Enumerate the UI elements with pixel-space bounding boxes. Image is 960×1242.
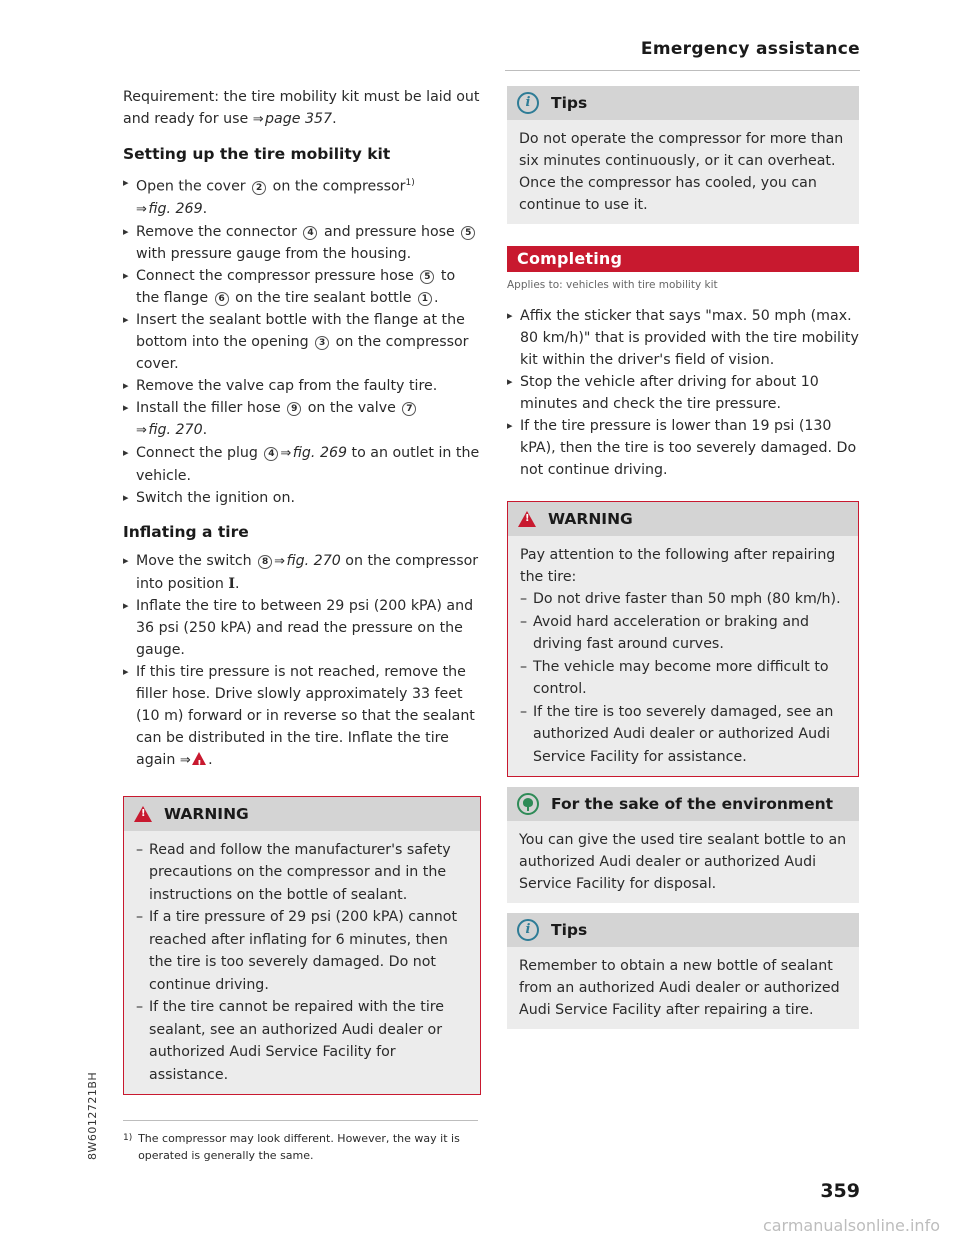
list-item: ▸ Connect the compressor pressure hose 5 to the flange 6 on the tire sealant bottle 1 . [123, 265, 481, 309]
warning-box-left [123, 796, 481, 1096]
footnote-rule [123, 1120, 478, 1121]
right-column [507, 86, 859, 1029]
list-item: ▸ If the tire pressure is lower than 19 psi (130 kPA), then the tire is too severely damaged. Do not continue driving. [507, 415, 859, 481]
arrow-ref-icon: ⇒ [179, 752, 191, 768]
list-item: ▸ Move the switch 8 ⇒ fig. 270 on the compressor into position I. [123, 550, 481, 595]
inflate-heading: Inflating a tire [123, 522, 249, 541]
list-item: – Read and follow the manufacturer's safety precautions on the compressor and in the instructions on the bottle of sealant. [136, 839, 468, 907]
completing-steps-list [507, 305, 859, 481]
tips-box-1 [507, 86, 859, 224]
arrow-ref-icon: ⇒ [136, 422, 147, 438]
warning-ref-icon[interactable] [192, 752, 206, 765]
info-icon: i [517, 919, 539, 941]
figure-ref-link[interactable]: fig. 269 [148, 200, 203, 217]
header-rule [505, 70, 860, 71]
info-icon: i [517, 92, 539, 114]
setup-heading: Setting up the tire mobility kit [123, 145, 391, 163]
arrow-ref-icon: ⇒ [280, 445, 292, 461]
list-item: ▸ Open the cover 2 on the compressor$^{1)}$ ⇒ fig. 269. [123, 172, 481, 221]
environment-body: You can give the used tire sealant bottle to an authorized Audi dealer or authorized Audi Service Facility for disposal. [507, 821, 859, 903]
list-item: – If the tire is too severely damaged, see an authorized Audi dealer or authorized Audi Service Facility for assistance. [520, 701, 846, 769]
list-item: – The vehicle may become more difficult to control. [520, 656, 846, 701]
arrow-ref-icon: ⇒ [252, 112, 264, 127]
callout-number: 5 [420, 270, 434, 284]
intro-paragraph: Requirement: the tire mobility kit must be laid out and ready for use ⇒ page 357. [123, 89, 480, 127]
warning-body: Pay attention to the following after repairing the tire: – Do not drive faster than 50 mph (80 km/h). – Avoid hard acceleration or braking and driving fast around curves. – The vehicle may become more difficult to control. – If the tire is too severely damaged, see an authorized Audi dealer or authorized Audi Service Facility for assistance. [508, 536, 858, 776]
list-item: – If the tire cannot be repaired with the tire sealant, see an authorized Audi dealer or authorized Audi Service Facility for assistance. [136, 996, 468, 1086]
list-item: ▸ Remove the valve cap from the faulty tire. [123, 375, 481, 397]
tips-body: Remember to obtain a new bottle of sealant from an authorized Audi dealer or authorized Audi Service Facility after repairing a tire. [507, 947, 859, 1029]
callout-number: 4 [303, 226, 317, 240]
footnote [123, 1130, 481, 1164]
document-code: 8W6012721BH [86, 1071, 99, 1160]
list-item: – Avoid hard acceleration or braking and driving fast around curves. [520, 611, 846, 656]
list-item: ▸ Stop the vehicle after driving for about 10 minutes and check the tire pressure. [507, 371, 859, 415]
warning-header: ! WARNING [508, 502, 858, 536]
tips-body: Do not operate the compressor for more than six minutes continuously, or it can overheat. Once the compressor has cooled, you can continue to use it. [507, 120, 859, 224]
list-item: – Do not drive faster than 50 mph (80 km/h). [520, 588, 846, 611]
section-title-completing: Completing [507, 246, 859, 272]
warning-box-right [507, 501, 859, 777]
list-item: ▸ Insert the sealant bottle with the flange at the bottom into the opening 3 on the compressor cover. [123, 309, 481, 375]
footnote-text: The compressor may look different. However, the way it is operated is generally the same. [138, 1132, 460, 1162]
page-ref-link[interactable]: page 357 [265, 111, 333, 127]
tips-box-2 [507, 913, 859, 1029]
callout-number: 8 [258, 555, 272, 569]
inflate-steps-list [123, 550, 481, 772]
callout-number: 5 [461, 226, 475, 240]
tips-header: i Tips [507, 86, 859, 120]
figure-ref-link[interactable]: fig. 270 [286, 552, 341, 569]
warning-triangle-icon [134, 806, 152, 822]
callout-number: 6 [215, 292, 229, 306]
arrow-ref-icon: ⇒ [274, 553, 286, 569]
figure-ref-link[interactable]: fig. 269 [292, 444, 348, 461]
list-item: ▸ Connect the plug 4 ⇒ fig. 269 to an outlet in the vehicle. [123, 442, 481, 487]
callout-number: 7 [402, 402, 416, 416]
warning-body [124, 831, 480, 1095]
list-item: ▸ Install the filler hose 9 on the valve 7 ⇒ fig. 270. [123, 397, 481, 442]
callout-number: 2 [252, 181, 266, 195]
footnote-marker: 1) [405, 178, 415, 188]
left-column [123, 86, 481, 1095]
setup-steps-list [123, 172, 481, 509]
warning-triangle-icon [518, 511, 536, 527]
applies-to-note: Applies to: vehicles with tire mobility kit [507, 279, 718, 291]
arrow-ref-icon: ⇒ [136, 201, 147, 217]
watermark: carmanualsonline.info [762, 1216, 940, 1235]
footnote-marker: 1) [123, 1133, 133, 1143]
page-number: 359 [820, 1180, 860, 1202]
callout-number: 4 [264, 447, 278, 461]
tree-icon [517, 793, 539, 815]
list-item: ▸ Affix the sticker that says "max. 50 mph (max. 80 km/h)" that is provided with the tire mobility kit within the driver's field of vision. [507, 305, 859, 371]
callout-number: 9 [287, 402, 301, 416]
list-item: ▸ If this tire pressure is not reached, remove the filler hose. Drive slowly approximately 33 feet (10 m) forward or in reverse so that the sealant can be distributed in the tire. Inflate the tire again ⇒ ! . [123, 661, 481, 772]
list-item: ▸ Remove the connector 4 and pressure hose 5 with pressure gauge from the housing. [123, 221, 481, 265]
callout-number: 1 [418, 292, 432, 306]
list-item: ▸ Inflate the tire to between 29 psi (200 kPA) and 36 psi (250 kPA) and read the pressure on the gauge. [123, 595, 481, 661]
environment-box [507, 787, 859, 903]
tips-header: i Tips [507, 913, 859, 947]
callout-number: 3 [315, 336, 329, 350]
environment-header: For the sake of the environment [507, 787, 859, 821]
list-item: – If a tire pressure of 29 psi (200 kPA) cannot reached after inflating for 6 minutes, then the tire is too severely damaged. Do not continue driving. [136, 906, 468, 996]
list-item: ▸ Switch the ignition on. [123, 487, 481, 509]
warning-header: ! WARNING [124, 797, 480, 831]
page-header-title: Emergency assistance [640, 39, 860, 59]
figure-ref-link[interactable]: fig. 270 [148, 421, 203, 438]
